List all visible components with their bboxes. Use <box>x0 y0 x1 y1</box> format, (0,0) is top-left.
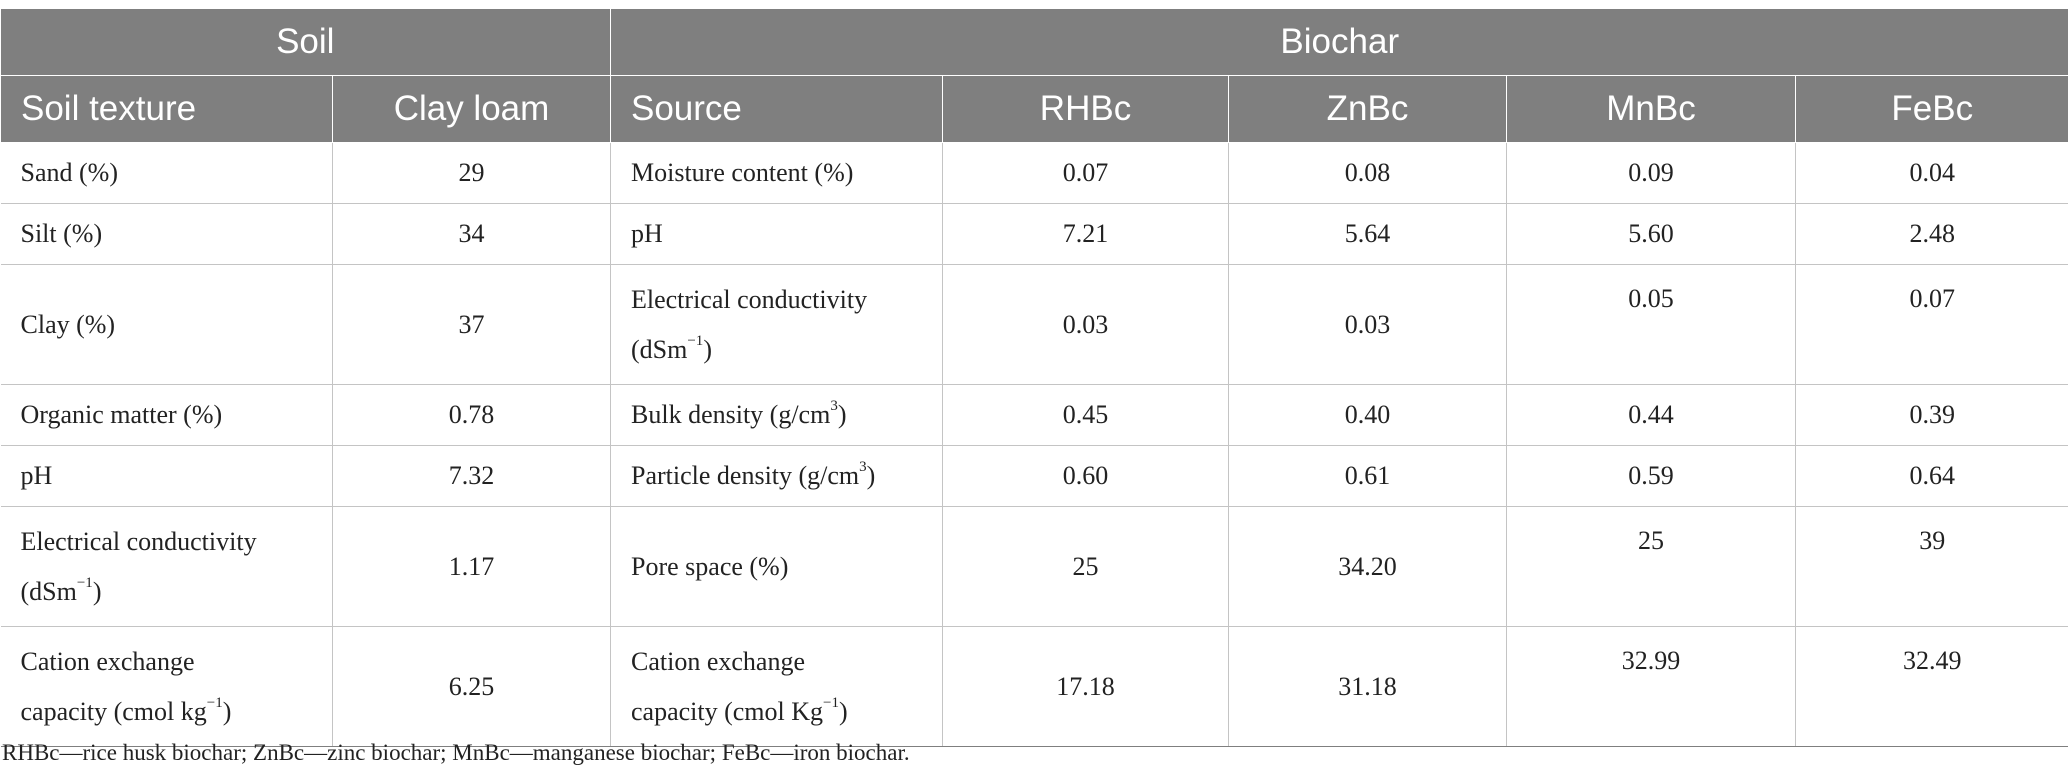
soil-value-cell: 7.32 <box>333 446 611 507</box>
biochar-property-cell: Pore space (%) <box>611 507 943 627</box>
column-header-row <box>1 76 2068 143</box>
mnbc-value-cell: 0.09 <box>1507 143 1796 204</box>
soil-property-line2: capacity (cmol kg <box>20 696 207 726</box>
soil-property-cell <box>1 627 333 747</box>
soil-value-cell: 6.25 <box>333 627 611 747</box>
column-header-rhbc: RHBc <box>943 76 1229 143</box>
znbc-value-cell: 0.03 <box>1229 265 1507 385</box>
rhbc-value-cell: 0.60 <box>943 446 1229 507</box>
soil-property-line2: (dSm <box>20 576 77 606</box>
biochar-property-text: Bulk density (g/cm <box>631 400 831 429</box>
group-header-biochar: Biochar <box>611 9 2068 76</box>
soil-biochar-properties-table <box>0 8 2068 747</box>
superscript: −1 <box>206 694 223 711</box>
mnbc-value-cell: 25 <box>1507 507 1796 627</box>
superscript: −1 <box>823 694 839 711</box>
znbc-value-cell: 0.61 <box>1229 446 1507 507</box>
biochar-property-line2: (dSm <box>631 334 688 364</box>
rhbc-value-cell: 25 <box>943 507 1229 627</box>
biochar-property-cell <box>611 265 943 385</box>
febc-value-cell: 0.64 <box>1796 446 2068 507</box>
mnbc-value-cell: 32.99 <box>1507 627 1796 747</box>
biochar-property-tail: ) <box>837 400 847 429</box>
soil-property-cell: Silt (%) <box>1 204 333 265</box>
soil-value-cell: 0.78 <box>333 385 611 446</box>
biochar-property-tail: ) <box>866 461 876 490</box>
znbc-value-cell: 0.40 <box>1229 385 1507 446</box>
superscript: −1 <box>76 574 93 591</box>
column-header-febc: FeBc <box>1796 76 2068 143</box>
rhbc-value-cell: 17.18 <box>943 627 1229 747</box>
group-header-soil: Soil <box>1 9 611 76</box>
rhbc-value-cell: 0.03 <box>943 265 1229 385</box>
table-row <box>1 265 2068 385</box>
soil-value-cell: 34 <box>333 204 611 265</box>
superscript: 3 <box>859 459 867 476</box>
column-header-source: Source <box>611 76 943 143</box>
febc-value-cell: 0.07 <box>1796 265 2068 385</box>
mnbc-value-cell: 0.44 <box>1507 385 1796 446</box>
column-header-clay-loam: Clay loam <box>333 76 611 143</box>
biochar-property-line1: Electrical conductivity <box>631 284 868 314</box>
febc-value-cell: 32.49 <box>1796 627 2068 747</box>
table-row <box>1 446 2068 507</box>
znbc-value-cell: 31.18 <box>1229 627 1507 747</box>
znbc-value-cell: 34.20 <box>1229 507 1507 627</box>
soil-value-cell: 1.17 <box>333 507 611 627</box>
soil-property-cell <box>1 507 333 627</box>
table-row <box>1 385 2068 446</box>
biochar-property-tail: ) <box>703 334 712 364</box>
table-row <box>1 507 2068 627</box>
soil-property-tail: ) <box>92 576 102 606</box>
mnbc-value-cell: 0.59 <box>1507 446 1796 507</box>
mnbc-value-cell: 5.60 <box>1507 204 1796 265</box>
febc-value-cell: 0.39 <box>1796 385 2068 446</box>
rhbc-value-cell: 0.45 <box>943 385 1229 446</box>
mnbc-value-cell: 0.05 <box>1507 265 1796 385</box>
febc-value-cell: 39 <box>1796 507 2068 627</box>
group-header-row <box>1 9 2068 76</box>
table-row <box>1 143 2068 204</box>
febc-value-cell: 2.48 <box>1796 204 2068 265</box>
biochar-property-line1: Cation exchange <box>631 646 805 676</box>
biochar-property-cell: Moisture content (%) <box>611 143 943 204</box>
biochar-property-cell <box>611 627 943 747</box>
column-header-mnbc: MnBc <box>1507 76 1796 143</box>
biochar-property-text: Particle density (g/cm <box>631 461 860 490</box>
soil-value-cell: 29 <box>333 143 611 204</box>
soil-property-cell: pH <box>1 446 333 507</box>
column-header-znbc: ZnBc <box>1229 76 1507 143</box>
soil-property-cell: Clay (%) <box>1 265 333 385</box>
soil-property-tail: ) <box>222 696 232 726</box>
biochar-property-cell: pH <box>611 204 943 265</box>
znbc-value-cell: 5.64 <box>1229 204 1507 265</box>
znbc-value-cell: 0.08 <box>1229 143 1507 204</box>
rhbc-value-cell: 0.07 <box>943 143 1229 204</box>
biochar-property-cell <box>611 385 943 446</box>
superscript: −1 <box>687 332 704 349</box>
soil-property-line1: Cation exchange <box>20 646 195 676</box>
soil-property-cell: Organic matter (%) <box>1 385 333 446</box>
soil-value-cell: 37 <box>333 265 611 385</box>
superscript: 3 <box>830 398 838 415</box>
table-row <box>1 204 2068 265</box>
soil-property-cell: Sand (%) <box>1 143 333 204</box>
biochar-property-line2: capacity (cmol Kg <box>631 696 824 726</box>
rhbc-value-cell: 7.21 <box>943 204 1229 265</box>
table-footnote: RHBc—rice husk biochar; ZnBc—zinc biochar; MnBc—manganese biochar; FeBc—iron biochar. <box>2 740 910 765</box>
febc-value-cell: 0.04 <box>1796 143 2068 204</box>
biochar-property-tail: ) <box>839 696 848 726</box>
table-container <box>0 8 2068 747</box>
biochar-property-cell <box>611 446 943 507</box>
soil-property-line1: Electrical conductivity <box>20 526 257 556</box>
column-header-soil-texture: Soil texture <box>1 76 333 143</box>
table-row <box>1 627 2068 747</box>
